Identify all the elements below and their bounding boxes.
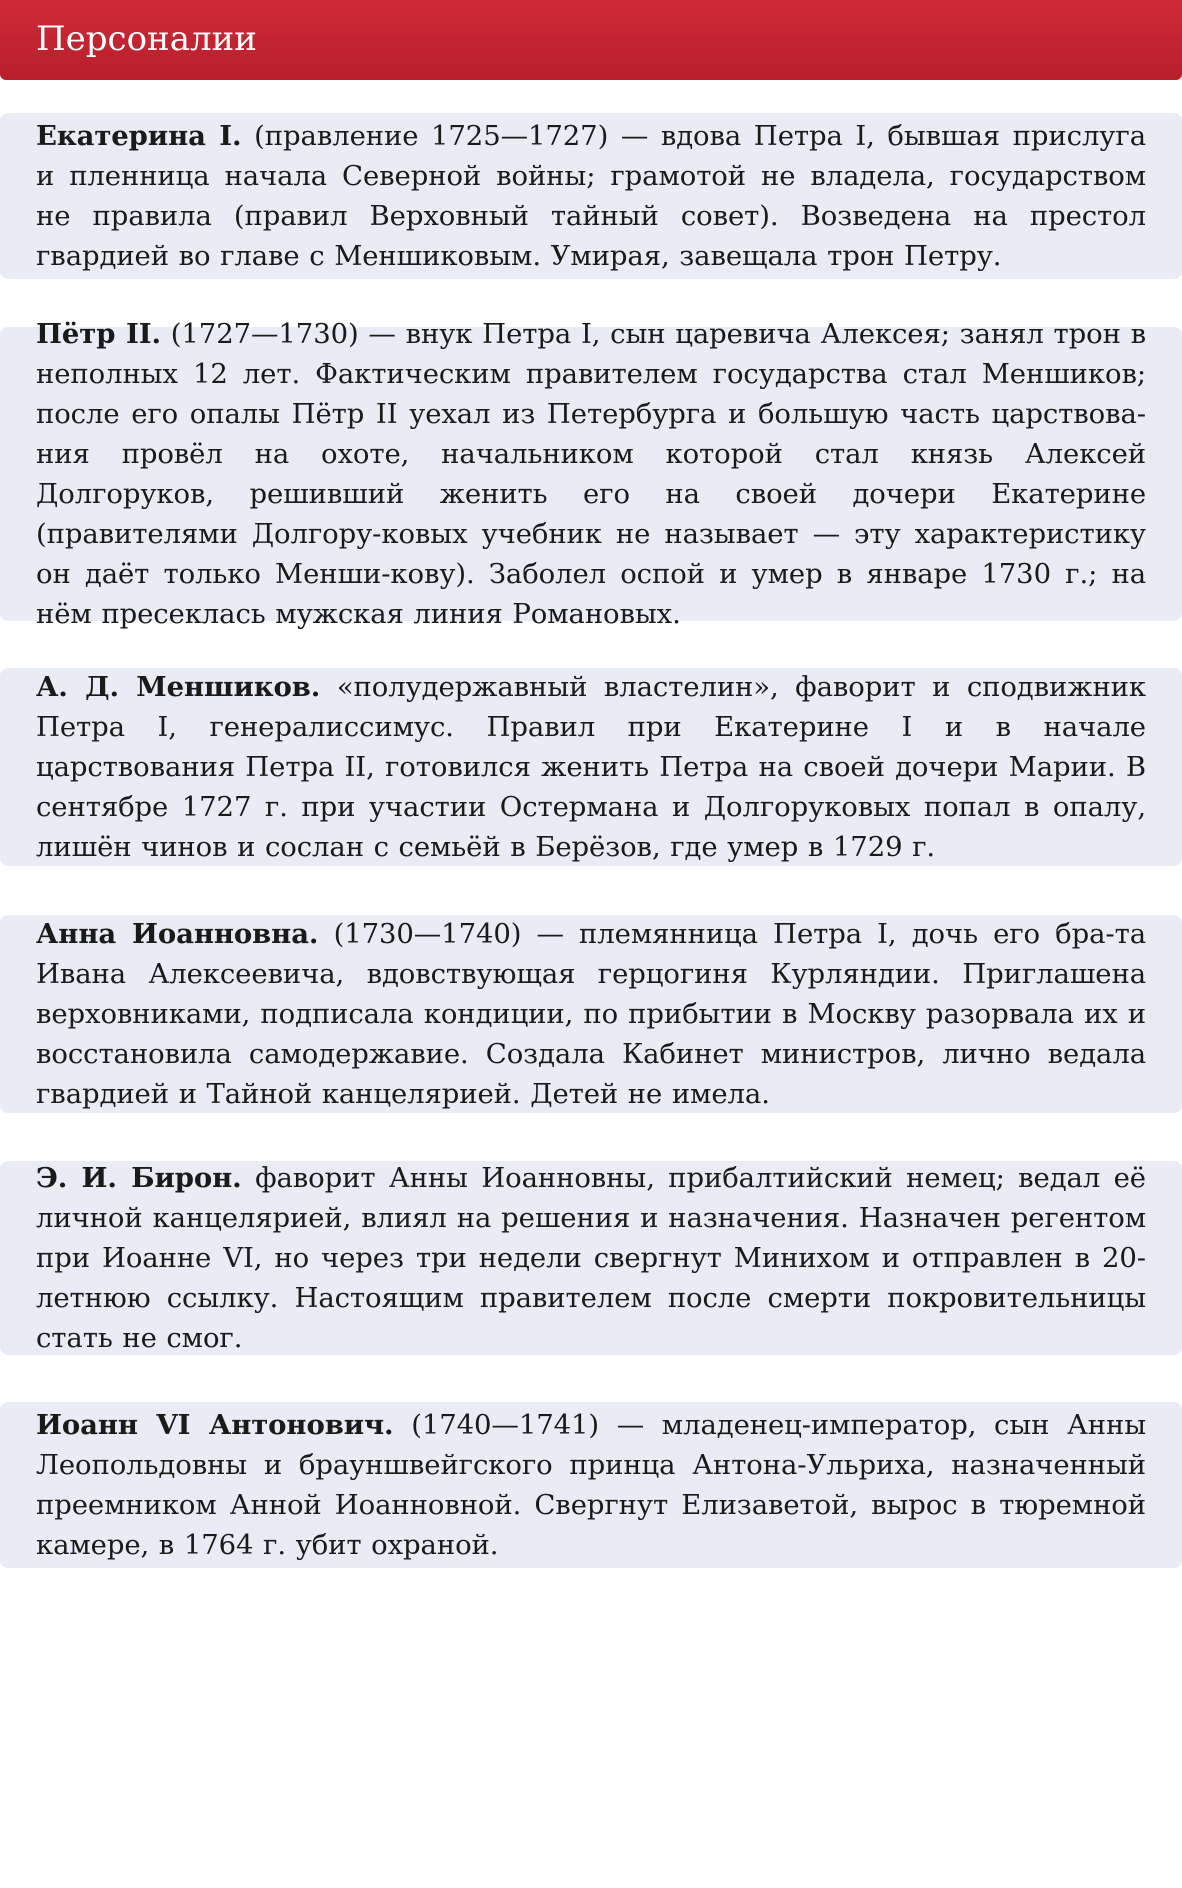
entry-card-biron	[0, 1161, 1182, 1355]
entry-description: фаворит Анны Иоанновны, прибалтийский немец; ведал её личной канцелярией, влиял на решения и назначения. Назначен регентом при Иоанне VI, но через три недели свергнут Минихом и отправлен в 20-летнюю ссылку. Настоящим правителем после смерти покровительницы стать не смог.	[36, 1162, 1146, 1354]
entry-text	[36, 914, 1146, 1114]
entry-description: (1727—1730) — внук Петра I, сын царевича Алексея; занял трон в неполных 12 лет. Фактическим правителем государства стал Меншиков; после его опалы Пётр II уехал из Петербурга и большую часть царствова-ния провёл на охоте, начальником которой стал князь Алексей Долгоруков, решивший женить его на своей дочери Екатерине (правителями Долгору-ковых учебник не называет — эту характеристику он даёт только Менши-кову). Заболел оспой и умер в январе 1730 г.; на нём пресеклась мужская линия Романовых.	[36, 318, 1146, 630]
entry-description: (1740—1741) — младенец-император, сын Анны Леопольдовны и брауншвейгского принца Антона-Ульриха, назначенный преемником Анной Иоанновной. Свергнут Елизаветой, вырос в тюремной камере, в 1764 г. убит охраной.	[36, 1409, 1146, 1561]
entry-card-ekaterina	[0, 113, 1182, 279]
entry-card-menshikov	[0, 668, 1182, 866]
section-header	[0, 0, 1182, 80]
entry-name: Э. И. Бирон.	[36, 1162, 242, 1194]
entry-name: А. Д. Меншиков.	[36, 671, 321, 703]
entry-name: Анна Иоанновна.	[36, 918, 319, 950]
entry-text	[36, 667, 1146, 867]
entry-description: (правление 1725—1727) — вдова Петра I, бывшая прислуга и пленница начала Северной войны; грамотой не владела, государством не правила (правил Верховный тайный совет). Возведена на престол гвардией во главе с Меншиковым. Умирая, завещала трон Петру.	[36, 120, 1146, 272]
entry-text	[36, 1405, 1146, 1565]
entry-card-anna-ioannovna	[0, 915, 1182, 1113]
entry-name: Иоанн VI Антонович.	[36, 1409, 394, 1441]
entry-name: Екатерина I.	[36, 120, 242, 152]
entry-text	[36, 116, 1146, 276]
entry-description: «полудержавный властелин», фаворит и сподвижник Петра I, генералиссимус. Правил при Екатерине I и в начале царствования Петра II, готовился женить Петра на своей дочери Марии. В сентябре 1727 г. при участии Остермана и Долгоруковых попал в опалу, лишён чинов и сослан с семьёй в Берёзов, где умер в 1729 г.	[36, 671, 1146, 863]
entry-name: Пётр II.	[36, 318, 161, 350]
entry-description: (1730—1740) — племянница Петра I, дочь его бра-та Ивана Алексеевича, вдовствующая герцогиня Курляндии. Приглашена верховниками, подписала кондиции, по прибытии в Москву разорвала их и восстановила самодержавие. Создала Кабинет министров, лично ведала гвардией и Тайной канцелярией. Детей не имела.	[36, 918, 1146, 1110]
entry-text	[36, 314, 1146, 634]
section-title: Персоналии	[36, 19, 257, 59]
entry-text	[36, 1158, 1146, 1358]
entry-card-ioann-vi	[0, 1402, 1182, 1568]
entry-card-petr-ii	[0, 318, 1182, 630]
